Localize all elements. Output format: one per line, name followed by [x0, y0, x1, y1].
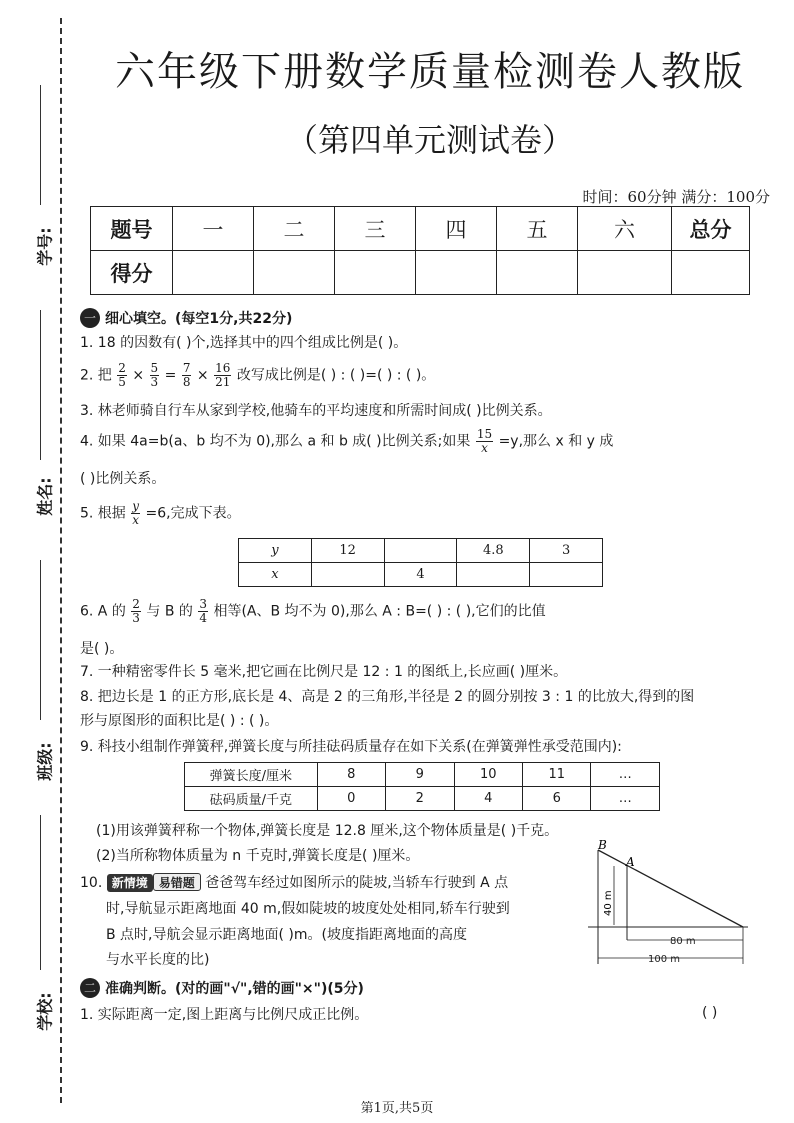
- score-cell: 五: [497, 207, 578, 251]
- q6-prefix: 6. A 的: [80, 603, 126, 620]
- question-1: 1. 18 的因数有( )个,选择其中的四个组成比例是( )。: [80, 335, 408, 351]
- page-footer: 第1页,共5页: [360, 1101, 434, 1116]
- judge-answer-paren[interactable]: ( ): [702, 1005, 718, 1021]
- score-input-cell[interactable]: [497, 251, 578, 295]
- fraction: [131, 500, 140, 527]
- score-row-label: 得分: [91, 251, 173, 295]
- question-7: 7. 一种精密零件长 5 毫米,把它画在比例尺是 12 : 1 的图纸上,长应画( )厘米。: [80, 664, 568, 680]
- page-title: 六年级下册数学质量检测卷人教版: [115, 49, 745, 95]
- table-cell: 3: [530, 539, 603, 563]
- question-8-line2: 形与原图形的面积比是( ) : ( )。: [80, 713, 279, 729]
- question-10-line3: B 点时,导航会显示距离地面( )m。(坡度指距离地面的高度: [106, 927, 467, 943]
- denominator: 21: [215, 375, 231, 389]
- question-6-line2: 是( )。: [80, 641, 124, 657]
- denominator: 4: [199, 611, 207, 625]
- point-a-label: A: [626, 855, 635, 869]
- score-cell: 二: [254, 207, 335, 251]
- table-cell: 10: [454, 763, 522, 787]
- binding-dashed-line: [60, 18, 62, 1103]
- judge-question-1: 1. 实际距离一定,图上距离与比例尺成正比例。: [80, 1007, 369, 1023]
- table-row: [185, 763, 660, 787]
- question-9-sub2: (2)当所称物体质量为 n 千克时,弹簧长度是( )厘米。: [96, 848, 420, 864]
- fraction: [198, 598, 208, 625]
- table-blank-cell[interactable]: [457, 563, 530, 587]
- question-10-line4: 与水平长度的比): [106, 952, 210, 968]
- table-cell: 6: [523, 787, 591, 811]
- student-no-underline: [40, 85, 41, 205]
- section-2-heading: [80, 978, 364, 998]
- numerator: 7: [182, 361, 191, 375]
- numerator: 2: [118, 361, 126, 375]
- q9-table: [184, 762, 660, 811]
- table-cell: 2: [386, 787, 454, 811]
- q2-prefix: 2. 把: [80, 367, 112, 384]
- school-underline: [40, 815, 41, 970]
- section-title: 准确判断。(对的画"√",错的画"×")(5分): [105, 981, 364, 997]
- score-input-cell[interactable]: [578, 251, 672, 295]
- q4-prefix: 4. 如果 4a=b(a、b 均不为 0),那么 a 和 b 成( )比例关系;如果: [80, 433, 471, 450]
- class-label: 班级:: [35, 742, 55, 781]
- table-cell: 弹簧长度/厘米: [185, 763, 318, 787]
- table-cell: 0: [317, 787, 385, 811]
- equals-sign: =: [164, 367, 177, 384]
- q5-prefix: 5. 根据: [80, 505, 126, 522]
- score-cell: 四: [416, 207, 497, 251]
- numerator: 16: [215, 361, 231, 375]
- table-row: [239, 563, 603, 587]
- question-5: [80, 500, 241, 527]
- question-10: [80, 873, 508, 892]
- question-3: 3. 林老师骑自行车从家到学校,他骑车的平均速度和所需时间成( )比例关系。: [80, 403, 552, 419]
- point-b-label: B: [598, 840, 607, 852]
- student-no-field[interactable]: [14, 85, 54, 285]
- score-cell: 六: [578, 207, 672, 251]
- score-input-cell[interactable]: [254, 251, 335, 295]
- score-input-cell[interactable]: [335, 251, 416, 295]
- question-10-line2: 时,导航显示距离地面 40 m,假如陡坡的坡度处处相同,轿车行驶到: [106, 901, 510, 917]
- score-input-cell[interactable]: [416, 251, 497, 295]
- numerator: 2: [132, 597, 140, 611]
- slope-line: [598, 850, 743, 927]
- error-prone-tag: 易错题: [153, 873, 201, 891]
- fraction: [131, 598, 141, 625]
- numerator: 15: [476, 427, 493, 441]
- length-100-label: 100 m: [648, 954, 681, 965]
- fraction: [117, 362, 127, 389]
- length-80-label: 80 m: [670, 936, 696, 947]
- fraction: [214, 362, 231, 389]
- score-cell: 一: [173, 207, 254, 251]
- table-row: [185, 787, 660, 811]
- denominator: 5: [118, 375, 126, 389]
- table-cell: …: [591, 787, 660, 811]
- table-blank-cell[interactable]: [530, 563, 603, 587]
- student-no-label: 学号:: [35, 227, 55, 266]
- times-sign: ×: [196, 367, 209, 384]
- score-table-score-row: [91, 251, 750, 295]
- question-6: [80, 598, 546, 625]
- table-cell: …: [591, 763, 660, 787]
- question-4: [80, 428, 613, 455]
- fraction: [182, 362, 192, 389]
- score-cell: 总分: [672, 207, 750, 251]
- table-blank-cell[interactable]: [311, 563, 384, 587]
- question-2: [80, 362, 435, 389]
- name-label: 姓名:: [35, 477, 55, 516]
- table-cell: 12: [311, 539, 384, 563]
- denominator: 8: [182, 375, 191, 389]
- school-label: 学校:: [35, 992, 55, 1031]
- denominator: 3: [150, 375, 159, 389]
- table-cell: 4.8: [457, 539, 530, 563]
- score-table: [90, 206, 750, 295]
- section-number-badge: 一: [80, 308, 100, 328]
- table-row: [239, 539, 603, 563]
- height-label: 40 m: [603, 890, 614, 916]
- table-cell: y: [239, 539, 312, 563]
- score-input-cell[interactable]: [672, 251, 750, 295]
- score-cell: 三: [335, 207, 416, 251]
- q5-table: [238, 538, 603, 587]
- denominator: 3: [132, 611, 140, 625]
- slope-diagram: [588, 840, 753, 968]
- table-cell: 砝码质量/千克: [185, 787, 318, 811]
- numerator: 5: [150, 361, 159, 375]
- new-situation-tag: 新情境: [107, 874, 153, 892]
- denominator: x: [132, 513, 140, 527]
- name-field[interactable]: [14, 310, 54, 530]
- q6-suffix: 相等(A、B 均不为 0),那么 A : B=( ) : ( ),它们的比值: [213, 603, 546, 620]
- fraction: [476, 428, 493, 455]
- score-table-header-row: [91, 207, 750, 251]
- q2-suffix: 改写成比例是( ) : ( )=( ) : ( )。: [236, 367, 436, 384]
- table-cell: 11: [523, 763, 591, 787]
- table-cell: 9: [386, 763, 454, 787]
- section-number-badge: 二: [80, 978, 100, 998]
- q10-line1: 爸爸驾车经过如图所示的陡坡,当轿车行驶到 A 点: [205, 875, 509, 891]
- question-9: 9. 科技小组制作弹簧秤,弹簧长度与所挂砝码质量存在如下关系(在弹簧弹性承受范围内):: [80, 739, 622, 755]
- question-9-sub1: (1)用该弹簧秤称一个物体,弹簧长度是 12.8 厘米,这个物体质量是( )千克。: [96, 823, 559, 839]
- table-blank-cell[interactable]: [384, 539, 457, 563]
- score-input-cell[interactable]: [173, 251, 254, 295]
- class-underline: [40, 560, 41, 720]
- question-4-line2: ( )比例关系。: [80, 471, 166, 487]
- question-8: 8. 把边长是 1 的正方形,底长是 4、高是 2 的三角形,半径是 2 的圆分别按 3 : 1 的比放大,得到的图: [80, 689, 695, 705]
- table-cell: 8: [317, 763, 385, 787]
- section-1-heading: [80, 308, 292, 328]
- fraction: [150, 362, 160, 389]
- school-field[interactable]: [14, 815, 54, 1035]
- q10-number: 10.: [80, 875, 103, 891]
- class-field[interactable]: [14, 560, 54, 800]
- numerator: 3: [199, 597, 207, 611]
- score-cell: 题号: [91, 207, 173, 251]
- exam-meta: 时间：60分钟 满分：100分: [582, 188, 770, 206]
- q5-suffix: =6,完成下表。: [145, 505, 241, 522]
- section-title: 细心填空。(每空1分,共22分): [105, 311, 293, 327]
- times-sign: ×: [132, 367, 145, 384]
- numerator: y: [132, 499, 140, 513]
- table-cell: 4: [384, 563, 457, 587]
- name-underline: [40, 310, 41, 460]
- denominator: x: [481, 441, 488, 455]
- table-cell: 4: [454, 787, 522, 811]
- q6-mid: 与 B 的: [146, 603, 193, 620]
- page-subtitle: （第四单元测试卷）: [285, 121, 574, 159]
- table-cell: x: [239, 563, 312, 587]
- q4-suffix: =y,那么 x 和 y 成: [498, 433, 614, 450]
